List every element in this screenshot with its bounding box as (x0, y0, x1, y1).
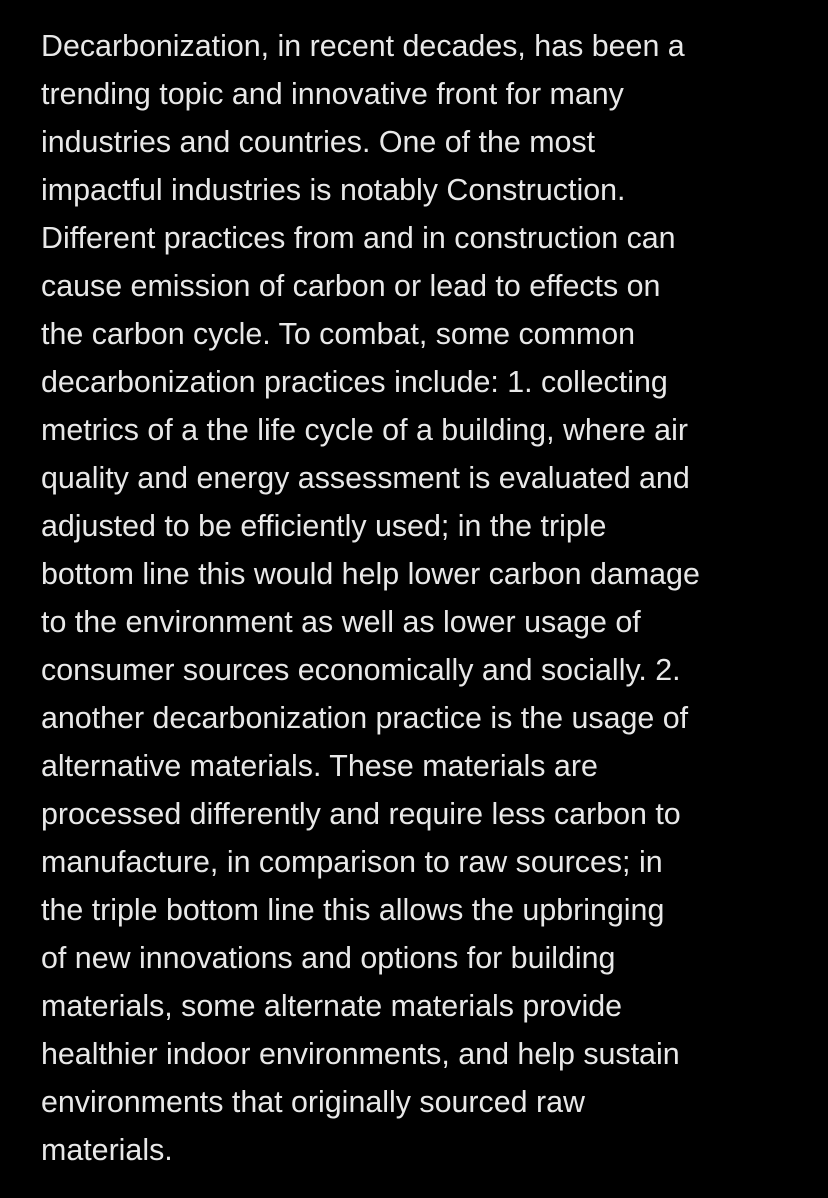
note-line: the carbon cycle. To combat, some common (41, 317, 636, 351)
note-line: manufacture, in comparison to raw sources; in (41, 845, 663, 879)
note-line: Decarbonization, in recent decades, has been a (41, 29, 685, 63)
note-line: decarbonization practices include: 1. collecting (41, 365, 668, 399)
note-line: metrics of a the life cycle of a building, where air (41, 413, 688, 447)
note-text[interactable] (41, 22, 801, 1174)
note-line: quality and energy assessment is evaluated and (41, 461, 690, 495)
note-line: environments that originally sourced raw (41, 1085, 585, 1119)
note-line: processed differently and require less carbon to (41, 797, 681, 831)
note-line: adjusted to be efficiently used; in the triple (41, 509, 607, 543)
note-line: cause emission of carbon or lead to effects on (41, 269, 661, 303)
note-line: of new innovations and options for building (41, 941, 616, 975)
note-line: Different practices from and in construction can (41, 221, 676, 255)
note-line: trending topic and innovative front for many (41, 77, 624, 111)
note-line: the triple bottom line this allows the upbringing (41, 893, 665, 927)
note-line: to the environment as well as lower usage of (41, 605, 641, 639)
note-line: another decarbonization practice is the usage of (41, 701, 689, 735)
note-line: industries and countries. One of the most (41, 125, 596, 159)
note-line: healthier indoor environments, and help sustain (41, 1037, 680, 1071)
note-line: materials. (41, 1133, 173, 1167)
note-line: alternative materials. These materials are (41, 749, 598, 783)
note-line: consumer sources economically and socially. 2. (41, 653, 681, 687)
note-line: bottom line this would help lower carbon damage (41, 557, 700, 591)
note-line: materials, some alternate materials provide (41, 989, 623, 1023)
note-line: impactful industries is notably Construction. (41, 173, 626, 207)
